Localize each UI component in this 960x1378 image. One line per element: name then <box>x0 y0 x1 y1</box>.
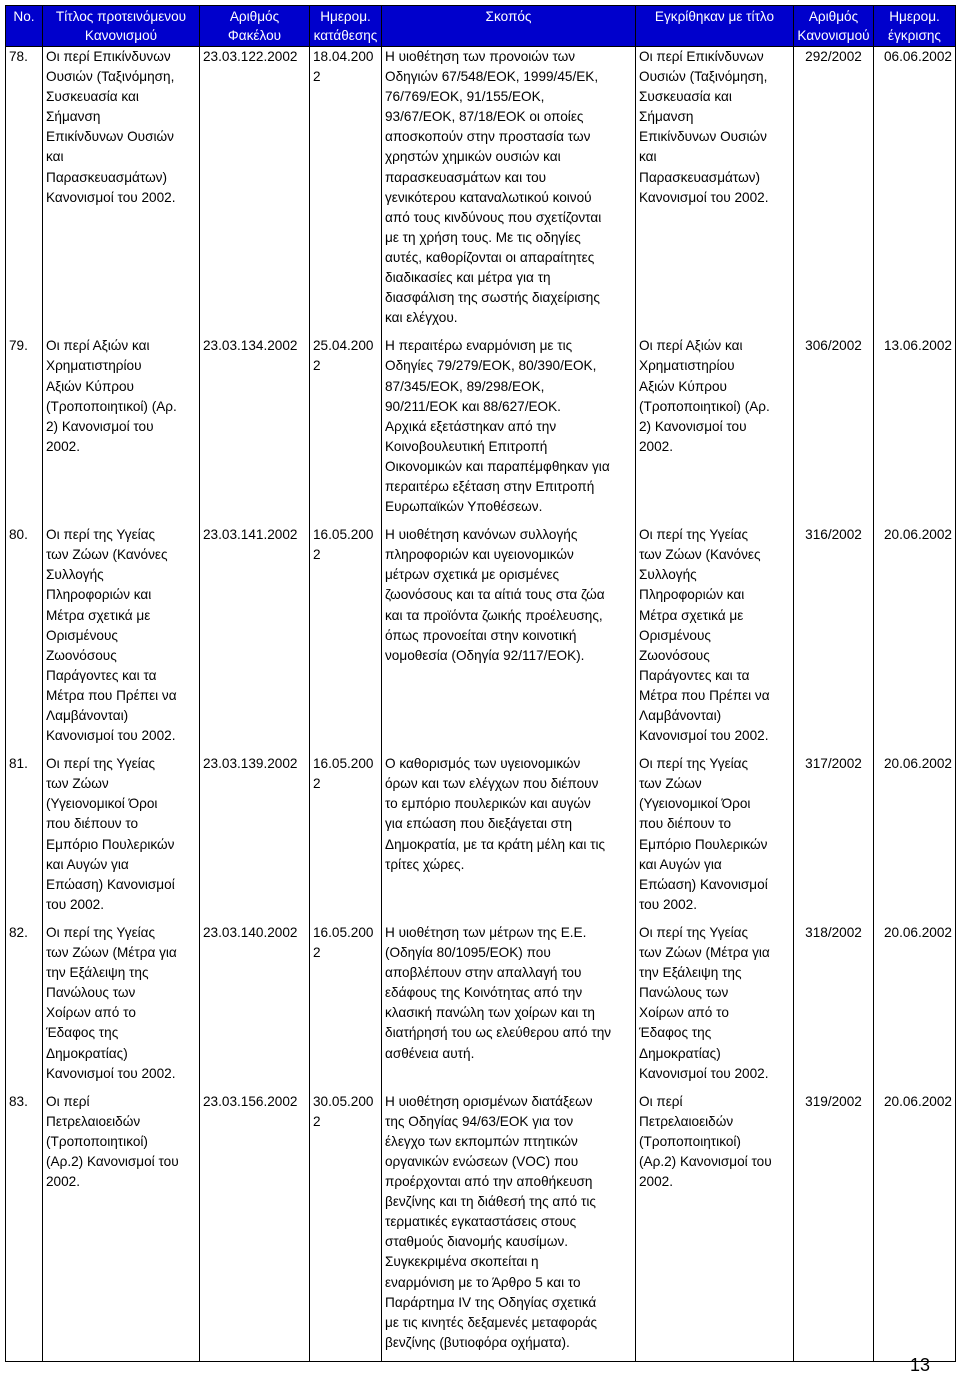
row-no: 78. <box>6 47 43 337</box>
table-row <box>6 47 956 337</box>
row-reg-no: 318/2002 <box>794 923 874 1092</box>
row-date-filed: 16.05.2002 <box>310 754 382 923</box>
header-title: Τίτλος προτεινόμενου Κανονισμού <box>43 6 200 47</box>
header-reg-no: Αριθμός Κανονισμού <box>794 6 874 47</box>
row-no: 81. <box>6 754 43 923</box>
row-purpose: Η υιοθέτηση των μέτρων της Ε.Ε. (Οδηγία 80/1095/ΕΟΚ) που αποβλέπουν στην απαλλαγή του εδάφους της Κοινότητας από την κλασική πανώλη των χοίρων και τη διατήρησή του ως ελεύθερου από την ασθένεια αυτή. <box>382 923 636 1092</box>
row-no: 79. <box>6 336 43 525</box>
header-purpose: Σκοπός <box>382 6 636 47</box>
row-reg-no: 306/2002 <box>794 336 874 525</box>
row-title: Οι περί της Υγείας των Ζώων (Μέτρα για την Εξάλειψη της Πανώλους των Χοίρων από το Έδαφος της Δημοκρατίας) Κανονισμοί του 2002. <box>43 923 200 1092</box>
row-file-no: 23.03.139.2002 <box>200 754 310 923</box>
row-approved-as: Οι περί Επικίνδυνων Ουσιών (Ταξινόμηση, Συσκευασία και Σήμανση Επικίνδυνων Ουσιών και Παρασκευασμάτων) Κανονισμοί του 2002. <box>636 47 794 337</box>
row-no: 83. <box>6 1092 43 1362</box>
row-file-no: 23.03.141.2002 <box>200 525 310 754</box>
header-date-filed: Ημερομ. κατάθεσης <box>310 6 382 47</box>
row-file-no: 23.03.156.2002 <box>200 1092 310 1362</box>
row-purpose: Η υιοθέτηση ορισμένων διατάξεων της Οδηγίας 94/63/ΕΟΚ για τον έλεγχο των εκπομπών πτητικών οργανικών ενώσεων (VOC) που προέρχονται από την αποθήκευση βενζίνης και τη διάθεσή της από τις τερματικές εγκαταστάσεις στους σταθμούς διανομής καυσίμων. Συγκεκριμένα σκοπείται η εναρμόνιση με το Άρθρο 5 και το Παράρτημα IV της Οδηγίας σχετικά με τις κινητές δεξαμενές μεταφοράς βενζίνης (βυτιοφόρα οχήματα). <box>382 1092 636 1362</box>
row-date-filed: 25.04.2002 <box>310 336 382 525</box>
row-date-filed: 30.05.2002 <box>310 1092 382 1362</box>
row-title: Οι περί Αξιών και Χρηματιστηρίου Αξιών Κύπρου (Τροποποιητικοί) (Αρ. 2) Κανονισμοί του 2002. <box>43 336 200 525</box>
row-approved-as: Οι περί της Υγείας των Ζώων (Μέτρα για την Εξάλειψη της Πανώλους των Χοίρων από το Έδαφος της Δημοκρατίας) Κανονισμοί του 2002. <box>636 923 794 1092</box>
row-reg-no: 292/2002 <box>794 47 874 337</box>
row-reg-no: 319/2002 <box>794 1092 874 1362</box>
table-row <box>6 754 956 923</box>
row-date-filed: 18.04.2002 <box>310 47 382 337</box>
row-title: Οι περί Επικίνδυνων Ουσιών (Ταξινόμηση, Συσκευασία και Σήμανση Επικίνδυνων Ουσιών και Παρασκευασμάτων) Κανονισμοί του 2002. <box>43 47 200 337</box>
header-file-no: Αριθμός Φακέλου <box>200 6 310 47</box>
row-date-filed: 16.05.2002 <box>310 923 382 1092</box>
table-row <box>6 1092 956 1362</box>
row-file-no: 23.03.140.2002 <box>200 923 310 1092</box>
row-title: Οι περί Πετρελαιοειδών (Τροποποιητικοί) (Αρ.2) Κανονισμοί του 2002. <box>43 1092 200 1362</box>
row-purpose: Η υιοθέτηση κανόνων συλλογής πληροφοριών και υγειονομικών μέτρων σχετικά με ορισμένες ζωονόσους και τα αίτιά τους στα ζώα και τα προϊόντα ζωικής προέλευσης, όπως προνοείται στην κοινοτική νομοθεσία (Οδηγία 92/117/ΕΟΚ). <box>382 525 636 754</box>
row-date-approved: 06.06.2002 <box>874 47 956 337</box>
row-reg-no: 316/2002 <box>794 525 874 754</box>
row-no: 80. <box>6 525 43 754</box>
table-row <box>6 336 956 525</box>
page-number: 13 <box>909 1355 930 1375</box>
row-file-no: 23.03.134.2002 <box>200 336 310 525</box>
row-approved-as: Οι περί Αξιών και Χρηματιστηρίου Αξιών Κύπρου (Τροποποιητικοί) (Αρ. 2) Κανονισμοί του 2002. <box>636 336 794 525</box>
row-date-approved: 20.06.2002 <box>874 754 956 923</box>
regulations-table <box>5 5 956 1362</box>
row-reg-no: 317/2002 <box>794 754 874 923</box>
row-date-approved: 20.06.2002 <box>874 525 956 754</box>
header-no: Νο. <box>6 6 43 47</box>
row-approved-as: Οι περί της Υγείας των Ζώων (Κανόνες Συλλογής Πληροφοριών και Μέτρα σχετικά με Ορισμένους Ζωονόσους Παράγοντες και τα Μέτρα που Πρέπει να Λαμβάνονται) Κανονισμοί του 2002. <box>636 525 794 754</box>
row-purpose: Η περαιτέρω εναρμόνιση με τις Οδηγίες 79/279/ΕΟΚ, 80/390/ΕΟΚ, 87/345/ΕΟΚ, 89/298/ΕΟΚ, 90/211/ΕΟΚ και 88/627/ΕΟΚ. Αρχικά εξετάστηκαν από την Κοινοβουλευτική Επιτροπή Οικονομικών και παραπέμφθηκαν για περαιτέρω εξέταση στην Επιτροπή Ευρωπαϊκών Υποθέσεων. <box>382 336 636 525</box>
row-date-approved: 20.06.2002 <box>874 1092 956 1362</box>
row-approved-as: Οι περί Πετρελαιοειδών (Τροποποιητικοί) (Αρ.2) Κανονισμοί του 2002. <box>636 1092 794 1362</box>
table-header <box>6 6 956 47</box>
row-title: Οι περί της Υγείας των Ζώων (Κανόνες Συλλογής Πληροφοριών και Μέτρα σχετικά με Ορισμένους Ζωονόσους Παράγοντες και τα Μέτρα που Πρέπει να Λαμβάνονται) Κανονισμοί του 2002. <box>43 525 200 754</box>
row-title: Οι περί της Υγείας των Ζώων (Υγειονομικοί Όροι που διέπουν το Εμπόριο Πουλερικών και Αυγών για Επώαση) Κανονισμοί του 2002. <box>43 754 200 923</box>
row-date-filed: 16.05.2002 <box>310 525 382 754</box>
table-row <box>6 525 956 754</box>
header-date-approved: Ημερομ. έγκρισης <box>874 6 956 47</box>
row-purpose: Ο καθορισμός των υγειονομικών όρων και των ελέγχων που διέπουν το εμπόριο πουλερικών και αυγών για επώαση που διεξάγεται στη Δημοκρατία, με τα κράτη μέλη και τις τρίτες χώρες. <box>382 754 636 923</box>
row-purpose: Η υιοθέτηση των προνοιών των Οδηγιών 67/548/ΕΟΚ, 1999/45/ΕΚ, 76/769/ΕΟΚ, 91/155/ΕΟΚ, 93/67/ΕΟΚ, 87/18/ΕΟΚ οι οποίες αποσκοπούν στην προστασία των χρηστών χημικών ουσιών και παρασκευασμάτων και του γενικότερου καταναλωτικού κοινού από τους κινδύνους που σχετίζονται με τη χρήση τους. Με τις οδηγίες αυτές, καθορίζονται οι απαραίτητες διαδικασίες και μέτρα για τη διασφάλιση της σωστής διαχείρισης και ελέγχου. <box>382 47 636 337</box>
row-date-approved: 20.06.2002 <box>874 923 956 1092</box>
row-no: 82. <box>6 923 43 1092</box>
row-date-approved: 13.06.2002 <box>874 336 956 525</box>
header-approved-as: Εγκρίθηκαν με τίτλο <box>636 6 794 47</box>
row-file-no: 23.03.122.2002 <box>200 47 310 337</box>
table-row <box>6 923 956 1092</box>
row-approved-as: Οι περί της Υγείας των Ζώων (Υγειονομικοί Όροι που διέπουν το Εμπόριο Πουλερικών και Αυγών για Επώαση) Κανονισμοί του 2002. <box>636 754 794 923</box>
